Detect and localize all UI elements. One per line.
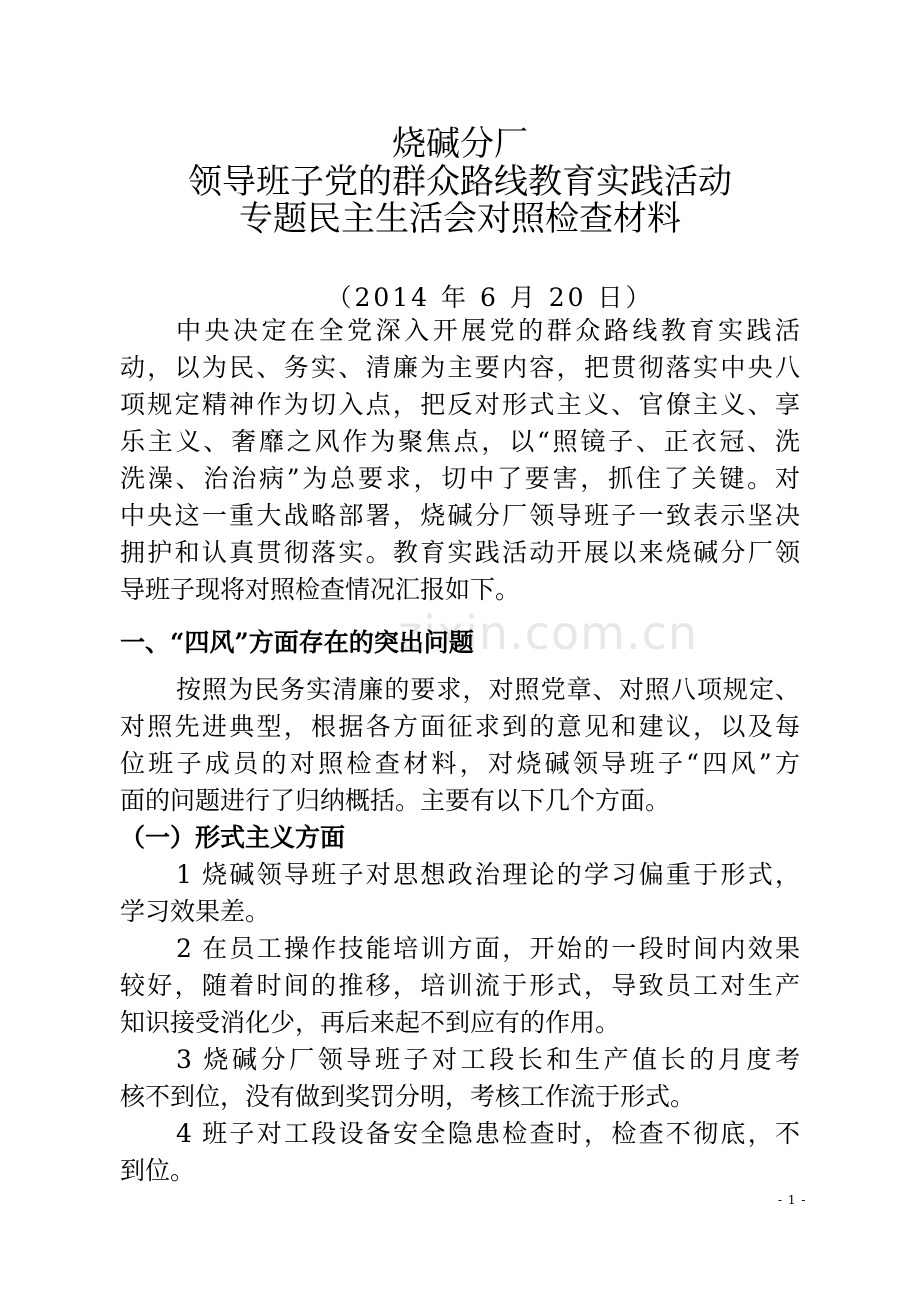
paragraph-line: 到位。 xyxy=(120,1156,196,1185)
paragraph-line: 洗澡、治治病”为总要求，切中了要害，抓住了关键。对 xyxy=(120,464,800,493)
paragraph-line: 乐主义、奢靡之风作为聚焦点，以“照镜子、正衣冠、洗 xyxy=(120,427,800,456)
intro-paragraph xyxy=(120,312,800,608)
list-item xyxy=(120,930,800,1041)
title-line-2: 领导班子党的群众路线教育实践活动 xyxy=(188,161,732,202)
paragraph-line: 动，以为民、务实、清廉为主要内容，把贯彻落实中央八 xyxy=(120,353,800,382)
paragraph-line: 3 烧碱分厂领导班子对工段长和生产值长的月度考 xyxy=(176,1045,800,1074)
paragraph-line: 1 烧碱领导班子对思想政治理论的学习偏重于形式， xyxy=(176,860,800,889)
paragraph-line: 对照先进典型，根据各方面征求到的意见和建议，以及每 xyxy=(120,712,800,741)
paragraph-line: 学习效果差。 xyxy=(120,897,271,926)
paragraph-line: 位班子成员的对照检查材料，对烧碱领导班子“四风”方 xyxy=(120,749,800,778)
page-number: - 1 - xyxy=(778,1193,807,1207)
paragraph-line: 知识接受消化少，再后来起不到应有的作用。 xyxy=(120,1008,621,1037)
paragraph-line: 导班子现将对照检查情况汇报如下。 xyxy=(120,575,521,604)
title-line-1: 烧碱分厂 xyxy=(392,124,528,164)
section-1-paragraph xyxy=(120,671,800,819)
paragraph-line: 2 在员工操作技能培训方面，开始的一段时间内效果 xyxy=(176,934,800,963)
paragraph-line: 4 班子对工段设备安全隐患检查时，检查不彻底，不 xyxy=(176,1119,800,1148)
title-line-3: 专题民主生活会对照检查材料 xyxy=(239,199,681,239)
paragraph-line: 项规定精神作为切入点，把反对形式主义、官僚主义、享 xyxy=(120,390,800,419)
section-heading: 一、“四风”方面存在的突出问题 xyxy=(120,628,474,657)
paragraph-line: 中央决定在全党深入开展党的群众路线教育实践活 xyxy=(176,316,800,345)
list-item xyxy=(120,1115,800,1189)
paragraph-line: 面的问题进行了归纳概括。主要有以下几个方面。 xyxy=(120,786,671,815)
paragraph-line: 核不到位，没有做到奖罚分明，考核工作流于形式。 xyxy=(120,1082,696,1111)
document-body xyxy=(120,312,800,1189)
subsection-heading: （一）形式主义方面 xyxy=(120,823,346,852)
document-date: （2014 年 6 月 20 日） xyxy=(326,283,654,312)
document-title xyxy=(10,126,910,239)
paragraph-line: 拥护和认真贯彻落实。教育实践活动开展以来烧碱分厂领 xyxy=(120,538,800,567)
list-item xyxy=(120,1041,800,1115)
paragraph-line: 较好，随着时间的推移，培训流于形式，导致员工对生产 xyxy=(120,971,800,1000)
list-item xyxy=(120,856,800,930)
paragraph-line: 按照为民务实清廉的要求，对照党章、对照八项规定、 xyxy=(176,675,800,704)
watermark: zixin.com.cn xyxy=(398,606,699,660)
paragraph-line: 中央这一重大战略部署，烧碱分厂领导班子一致表示坚决 xyxy=(120,501,800,530)
